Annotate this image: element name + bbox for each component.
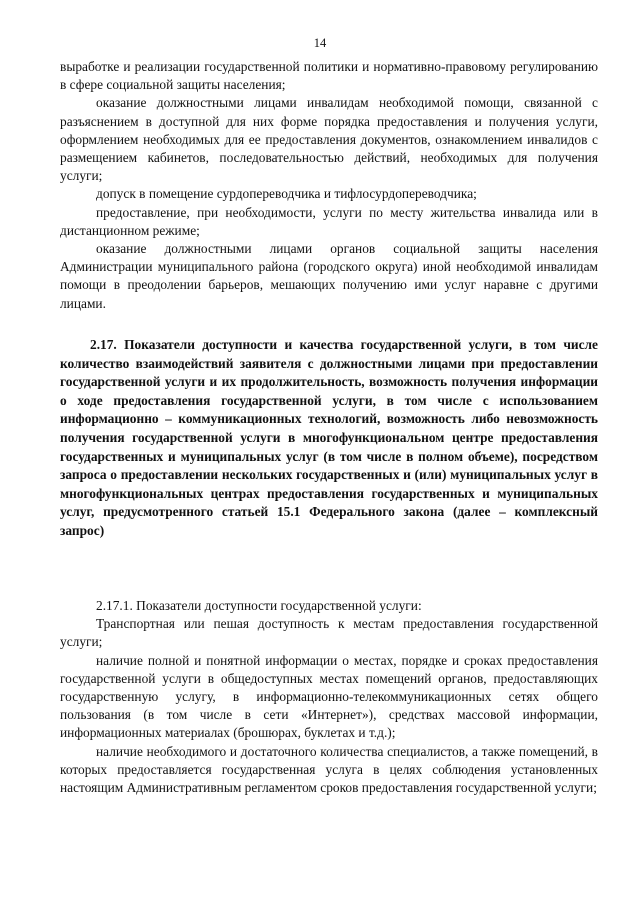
paragraph: предоставление, при необходимости, услуги по месту жительства инвалида или в дистанционном режиме; xyxy=(60,204,598,238)
page-number: 14 xyxy=(313,36,327,50)
paragraph: наличие необходимого и достаточного количества специалистов, а также помещений, в которых предоставляется государственная услуга в целях соблюдения установленных настоящим Административным регламентом сроков предоставления государственной услуги; xyxy=(60,743,598,796)
subsection-block xyxy=(60,597,598,797)
section-heading: 2.17. Показатели доступности и качества государственной услуги, в том числе количество взаимодействий заявителя с должностными лицами при предоставлении государственной услуги и их продолжительность, возможность получения информации о ходе предоставления государственной услуги, в том числе с использованием информационно – коммуникационных технологий, возможность либо невозможность получения государственной услуги в многофункциональном центре предоставления государственных и муниципальных услуг (в том числе в полном объеме), посредством запроса о предоставлении нескольких государственных и (или) муниципальных услуг в многофункциональных центрах предоставления государственных и муниципальных услуг, предусмотренного статьей 15.1 Федерального закона (далее – комплексный запрос) xyxy=(60,337,598,538)
paragraph: наличие полной и понятной информации о местах, порядке и сроках предоставления государственной услуги в общедоступных местах помещений органов, предоставляющих государственную услугу, в информационно-телекоммуникационных сетях общего пользования (в том числе в сети «Интернет»), средствах массовой информации, информационных материалах (брошюрах, буклетах и т.д.); xyxy=(60,652,598,741)
paragraph: оказание должностными лицами инвалидам необходимой помощи, связанной с разъяснением в доступной для них форме порядка предоставления и получения услуги, оформлением необходимых для ее предоставления документов, ознакомлением инвалидов с размещением кабинетов, последовательностью действий, необходимых для получения услуги; xyxy=(60,95,598,184)
paragraph: оказание должностными лицами органов социальной защиты населения Администрации муниципального района (городского округа) иной необходимой инвалидам помощи в преодолении барьеров, мешающих получению ими услуг наравне с другими лицами. xyxy=(60,241,598,311)
paragraph: допуск в помещение сурдопереводчика и тифлосурдопереводчика; xyxy=(96,186,477,202)
top-text-block xyxy=(60,58,598,313)
paragraph: Транспортная или пешая доступность к местам предоставления государственной услуги; xyxy=(60,616,598,650)
paragraph: выработке и реализации государственной политики и нормативно-правовому регулированию в сфере социальной защиты населения; xyxy=(60,59,598,93)
subsection-title: 2.17.1. Показатели доступности государственной услуги: xyxy=(96,598,422,613)
